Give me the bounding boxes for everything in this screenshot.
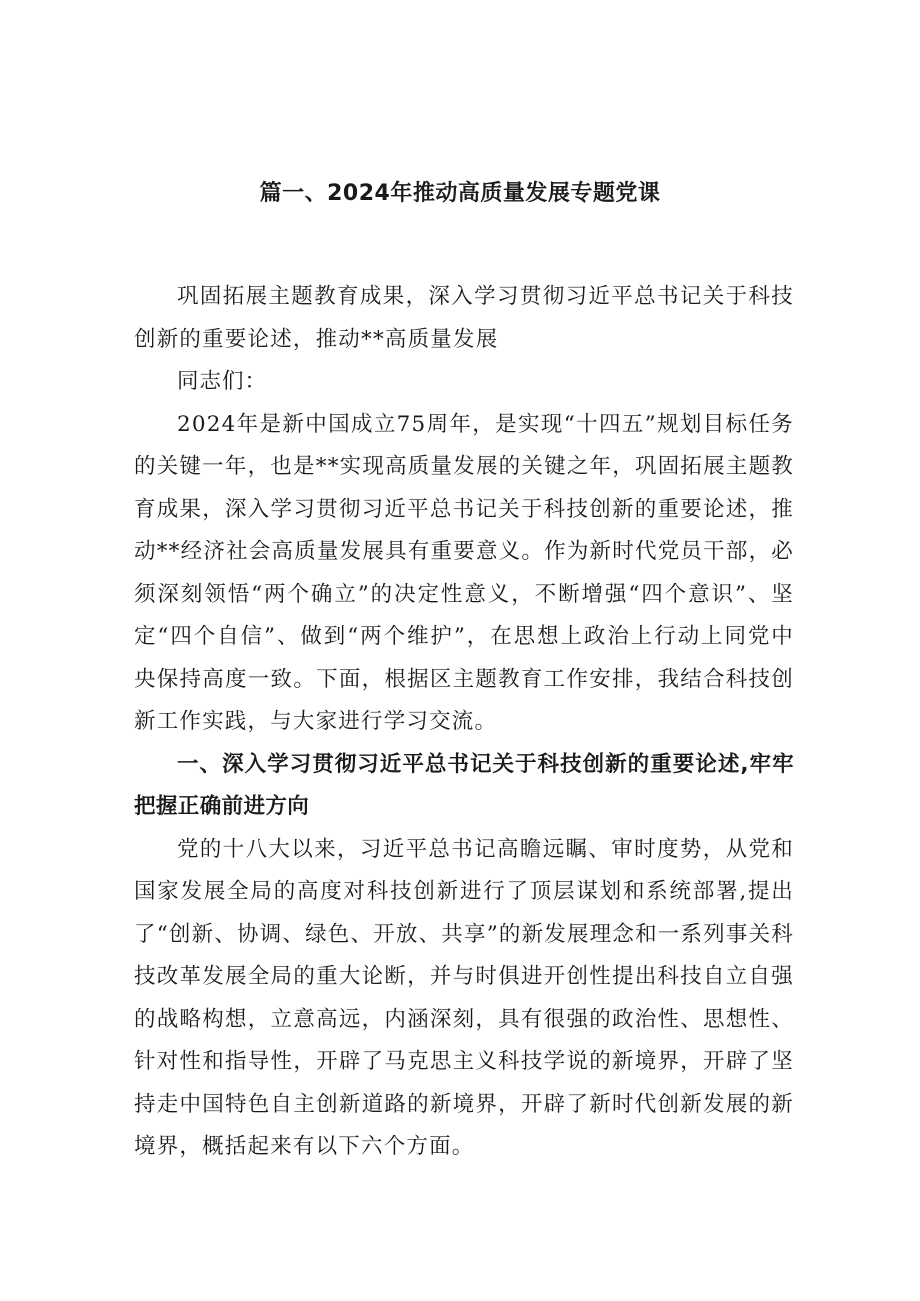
subtitle-paragraph: 巩固拓展主题教育成果，深入学习贯彻习近平总书记关于科技创新的重要论述，推动**高质量发展	[134, 284, 794, 352]
document-title: 篇一、2024年推动高质量发展专题党课	[259, 181, 661, 206]
section-heading-1: 一、深入学习贯彻习近平总书记关于科技创新的重要论述,牢牢把握正确前进方向	[134, 751, 794, 819]
intro-paragraph: 2024年是新中国成立75周年，是实现“十四五”规划目标任务的关键一年，也是**实现高质量发展的关键之年，巩固拓展主题教育成果，深入学习贯彻习近平总书记关于科技创新的重要论述，推动**经济社会高质量发展具有重要意义。作为新时代党员干部，必须深刻领悟“两个确立”的决定性意义，不断增强“四个意识”、坚定“四个自信”、做到“两个维护”，在思想上政治上行动上同党中央保持高度一致。下面，根据区主题教育工作安排，我结合科技创新工作实践，与大家进行学习交流。	[134, 411, 794, 734]
section-1-paragraph: 党的十八大以来，习近平总书记高瞻远瞩、审时度势，从党和国家发展全局的高度对科技创新进行了顶层谋划和系统部署,提出了“创新、协调、绿色、开放、共享”的新发展理念和一系列事关科技改革发展全局的重大论断，并与时俱进开创性提出科技自立自强的战略构想，立意高远，内涵深刻，具有很强的政治性、思想性、针对性和指导性，开辟了马克思主义科技学说的新境界，开辟了坚持走中国特色自主创新道路的新境界，开辟了新时代创新发展的新境界，概括起来有以下六个方面。	[134, 836, 794, 1159]
greeting-paragraph: 同志们：	[177, 369, 268, 394]
document-body	[134, 276, 794, 1169]
